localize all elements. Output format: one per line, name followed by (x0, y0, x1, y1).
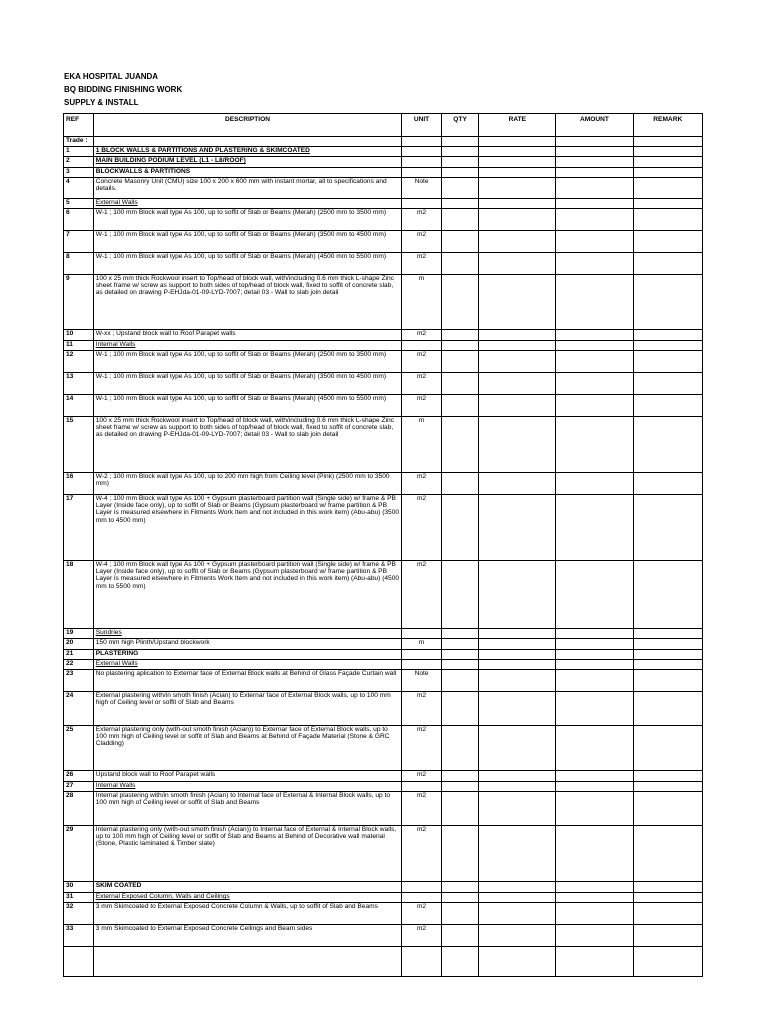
row-ref: 13 (64, 373, 94, 395)
row-ref: 10 (64, 330, 94, 341)
row-amount (556, 893, 633, 903)
table-row (64, 275, 703, 330)
row-unit: m2 (402, 473, 442, 495)
row-qty (441, 561, 478, 629)
row-description: Concrete Masonry Unit (CMU) size 100 x 200 x 600 mm with instant mortar, all to specifications and details. (93, 178, 401, 199)
row-unit (402, 650, 442, 660)
row-unit: m2 (402, 395, 442, 417)
row-qty (441, 882, 478, 893)
table-row (64, 417, 703, 473)
row-ref: 4 (64, 178, 94, 199)
row-qty (441, 417, 478, 473)
row-remark (633, 660, 702, 670)
row-unit (402, 199, 442, 209)
row-remark (633, 561, 702, 629)
row-qty (441, 792, 478, 826)
row-description: SKIM COATED (93, 882, 401, 893)
row-rate (479, 137, 556, 147)
row-remark (633, 903, 702, 925)
row-qty (441, 782, 478, 792)
row-qty (441, 330, 478, 341)
row-amount (556, 726, 633, 771)
row-amount (556, 209, 633, 231)
row-rate (479, 639, 556, 650)
row-description: Sundries (93, 629, 401, 639)
row-unit (402, 341, 442, 351)
row-remark (633, 168, 702, 178)
row-ref: 19 (64, 629, 94, 639)
row-amount (556, 417, 633, 473)
row-description: 100 x 25 mm thick Rockwool insert to Top/head of block wall, with/including 0.6 mm thick L-shape Zinc sheet frame w/ screw as support to both sides of top/head of block wall, fixed to soffit of concrete slab, as detailed on drawing P-EHJda-01-09-LYD-7007; detail 03 - Wall to slab join detail (93, 275, 401, 330)
row-rate (479, 330, 556, 341)
row-amount (556, 199, 633, 209)
row-ref: 2 (64, 157, 94, 168)
row-remark (633, 650, 702, 660)
row-amount (556, 629, 633, 639)
row-remark (633, 771, 702, 782)
row-ref: 18 (64, 561, 94, 629)
row-unit: m2 (402, 726, 442, 771)
row-amount (556, 395, 633, 417)
table-row (64, 330, 703, 341)
row-description: External Exposed Column, Walls and Ceilings (93, 893, 401, 903)
table-row (64, 351, 703, 373)
row-description: W-1 ; 100 mm Block wall type As 100, up to soffit of Slab or Beams (Merah) (2500 mm to 3500 mm) (93, 209, 401, 231)
table-row (64, 178, 703, 199)
row-remark (633, 947, 702, 977)
row-ref: 29 (64, 826, 94, 882)
column-header-amount: AMOUNT (556, 114, 633, 137)
row-description: External Walls (93, 660, 401, 670)
row-unit (402, 882, 442, 893)
row-description: Internal Walls (93, 341, 401, 351)
row-rate (479, 561, 556, 629)
row-unit (402, 137, 442, 147)
row-remark (633, 253, 702, 275)
row-rate (479, 275, 556, 330)
row-amount (556, 670, 633, 692)
row-rate (479, 792, 556, 826)
row-rate (479, 771, 556, 782)
row-ref: 32 (64, 903, 94, 925)
row-amount (556, 639, 633, 650)
row-ref: 6 (64, 209, 94, 231)
table-row (64, 771, 703, 782)
row-description: MAIN BUILDING PODIUM LEVEL (L1 - L8/ROOF) (93, 157, 401, 168)
row-amount (556, 351, 633, 373)
row-qty (441, 893, 478, 903)
row-rate (479, 253, 556, 275)
row-ref: 22 (64, 660, 94, 670)
row-qty (441, 373, 478, 395)
column-header-unit: UNIT (402, 114, 442, 137)
row-rate (479, 782, 556, 792)
row-remark (633, 417, 702, 473)
row-description: W-4 ; 100 mm Block wall type As 100 + Gypsum plasterboard partition wall (Single side) w/ frame & PB Layer (Inside face only), up to soffit of Slab or Beams (Gypsum plasterboard w/ frame partition & PB Layer is measured elsewhere in Fitments Work Item and not included in this work item) (Abu-abu) (3500 mm to 4500 mm) (93, 495, 401, 561)
table-row (64, 157, 703, 168)
row-rate (479, 629, 556, 639)
row-unit: m2 (402, 351, 442, 373)
row-unit (402, 782, 442, 792)
row-amount (556, 660, 633, 670)
row-description: W-1 ; 100 mm Block wall type As 100, up to soffit of Slab or Beams (Merah) (4500 mm to 5500 mm) (93, 253, 401, 275)
row-unit: m2 (402, 692, 442, 726)
table-row (64, 561, 703, 629)
row-amount (556, 137, 633, 147)
row-ref: 8 (64, 253, 94, 275)
row-description: W-xx ; Upstand block wall to Roof Parapet walls (93, 330, 401, 341)
row-ref: 28 (64, 792, 94, 826)
table-row (64, 629, 703, 639)
row-unit: m2 (402, 495, 442, 561)
table-row (64, 726, 703, 771)
row-rate (479, 417, 556, 473)
row-description (93, 947, 401, 977)
row-amount (556, 782, 633, 792)
row-unit: m2 (402, 925, 442, 947)
row-unit: m (402, 417, 442, 473)
row-ref: 1 (64, 147, 94, 157)
row-rate (479, 341, 556, 351)
row-remark (633, 495, 702, 561)
row-ref: 21 (64, 650, 94, 660)
row-unit: m2 (402, 253, 442, 275)
row-qty (441, 199, 478, 209)
table-row (64, 231, 703, 253)
table-row (64, 168, 703, 178)
row-unit: Note (402, 670, 442, 692)
row-qty (441, 670, 478, 692)
column-header-rate: RATE (479, 114, 556, 137)
row-remark (633, 893, 702, 903)
row-qty (441, 650, 478, 660)
row-unit: m2 (402, 903, 442, 925)
document-header (64, 70, 182, 109)
row-remark (633, 137, 702, 147)
table-row (64, 147, 703, 157)
row-rate (479, 925, 556, 947)
row-amount (556, 231, 633, 253)
row-remark (633, 692, 702, 726)
table-row (64, 925, 703, 947)
row-remark (633, 629, 702, 639)
row-rate (479, 209, 556, 231)
row-rate (479, 168, 556, 178)
row-remark (633, 209, 702, 231)
row-qty (441, 771, 478, 782)
row-unit (402, 629, 442, 639)
row-qty (441, 168, 478, 178)
row-ref: 5 (64, 199, 94, 209)
row-ref: 11 (64, 341, 94, 351)
row-description: Upstand block wall to Roof Parapet walls (93, 771, 401, 782)
row-amount (556, 903, 633, 925)
row-description: External Walls (93, 199, 401, 209)
table-row (64, 782, 703, 792)
row-ref: 20 (64, 639, 94, 650)
row-qty (441, 629, 478, 639)
row-amount (556, 373, 633, 395)
row-description: External plastering with/in smoth finish (Acian) to Externar face of External Block walls, up to 100 mm high of Ceiling level or soffit of Slab and Beams (93, 692, 401, 726)
row-description: W-1 ; 100 mm Block wall type As 100, up to soffit of Slab or Beams (Merah) (3500 mm to 4500 mm) (93, 231, 401, 253)
table-row (64, 650, 703, 660)
table-row (64, 137, 703, 147)
row-unit: Note (402, 178, 442, 199)
row-ref: Trade : (64, 137, 94, 147)
column-header-description: DESCRIPTION (93, 114, 401, 137)
row-ref: 14 (64, 395, 94, 417)
row-qty (441, 947, 478, 977)
project-title: EKA HOSPITAL JUANDA (64, 72, 159, 81)
row-amount (556, 275, 633, 330)
row-amount (556, 253, 633, 275)
row-remark (633, 670, 702, 692)
row-amount (556, 147, 633, 157)
row-unit: m2 (402, 771, 442, 782)
row-amount (556, 341, 633, 351)
row-description: PLASTERING (93, 650, 401, 660)
row-remark (633, 275, 702, 330)
table-row (64, 826, 703, 882)
row-description: External plastering only (with-out smoth finish (Acian)) to Externar face of External Block walls, up to 100 mm high of Ceiling level or soffit of Slab and Beams at Behind of Façade Material (Stone & GRC Cladding) (93, 726, 401, 771)
row-ref: 9 (64, 275, 94, 330)
table-row (64, 199, 703, 209)
row-rate (479, 660, 556, 670)
row-unit: m2 (402, 826, 442, 882)
row-description: W-1 ; 100 mm Block wall type As 100, up to soffit of Slab or Beams (Merah) (3500 mm to 4500 mm) (93, 373, 401, 395)
row-qty (441, 178, 478, 199)
row-description (93, 137, 401, 147)
column-header-remark: REMARK (633, 114, 702, 137)
row-unit: m (402, 639, 442, 650)
row-description: BLOCKWALLS & PARTITIONS (93, 168, 401, 178)
row-unit: m2 (402, 209, 442, 231)
row-rate (479, 947, 556, 977)
table-header-row (64, 114, 703, 137)
row-qty (441, 925, 478, 947)
row-unit (402, 168, 442, 178)
table-row (64, 692, 703, 726)
row-remark (633, 373, 702, 395)
row-ref: 31 (64, 893, 94, 903)
table-row (64, 639, 703, 650)
row-rate (479, 373, 556, 395)
row-remark (633, 826, 702, 882)
table-row (64, 395, 703, 417)
row-ref: 23 (64, 670, 94, 692)
row-ref: 17 (64, 495, 94, 561)
table-row (64, 495, 703, 561)
row-remark (633, 792, 702, 826)
table-row (64, 903, 703, 925)
table-row (64, 947, 703, 977)
row-remark (633, 199, 702, 209)
row-qty (441, 157, 478, 168)
row-unit (402, 660, 442, 670)
table-row (64, 473, 703, 495)
row-amount (556, 882, 633, 893)
row-unit (402, 947, 442, 977)
row-rate (479, 157, 556, 168)
row-description: 3 mm Skimcoated to External Exposed Concrete Ceilings and Beam sides (93, 925, 401, 947)
row-amount (556, 792, 633, 826)
row-rate (479, 495, 556, 561)
table-row (64, 882, 703, 893)
row-remark (633, 726, 702, 771)
row-rate (479, 670, 556, 692)
row-unit (402, 157, 442, 168)
row-ref: 24 (64, 692, 94, 726)
row-amount (556, 178, 633, 199)
table-body (64, 137, 703, 977)
row-ref: 30 (64, 882, 94, 893)
table-row (64, 660, 703, 670)
row-description: 150 mm high Plinth/Upstand blockwork (93, 639, 401, 650)
row-ref: 16 (64, 473, 94, 495)
scope-title: SUPPLY & INSTALL (64, 98, 139, 107)
row-rate (479, 826, 556, 882)
table-row (64, 209, 703, 231)
row-rate (479, 726, 556, 771)
row-unit: m2 (402, 792, 442, 826)
row-rate (479, 692, 556, 726)
row-rate (479, 178, 556, 199)
row-description: 3 mm Skimcoated to External Exposed Concrete Column & Walls, up to soffit of Slab and Beams (93, 903, 401, 925)
row-remark (633, 178, 702, 199)
row-amount (556, 947, 633, 977)
row-description: W-2 ; 100 mm Block wall type As 100, up to 200 mm high from Ceiling level (Pink) (2500 mm to 3500 mm) (93, 473, 401, 495)
row-description: Internal plastering with/in smoth finish (Acian) to Internal face of External & Internal Block walls, up to 100 mm high of Ceiling level or soffit of Slab and Beams (93, 792, 401, 826)
row-qty (441, 231, 478, 253)
table-row (64, 341, 703, 351)
row-qty (441, 726, 478, 771)
row-ref: 12 (64, 351, 94, 373)
column-header-ref: REF (64, 114, 94, 137)
table-row (64, 373, 703, 395)
row-description: 100 x 25 mm thick Rockwool insert to Top/head of block wall, with/including 0.6 mm thick L-shape Zinc sheet frame w/ screw as support to both sides of top/head of block wall, fixed to soffit of concrete slab, as detailed on drawing P-EHJda-01-09-LYD-7007; detail 03 - Wall to slab join detail (93, 417, 401, 473)
row-description: Internal plastering only (with-out smoth finish (Acian)) to Internal face of External & Internal Block walls, up to 100 mm high of Ceiling level or soffit of Slab and Beams at Behind of Decorative wall material (Stone, Plastic laminated & Timber slate) (93, 826, 401, 882)
row-ref (64, 947, 94, 977)
row-amount (556, 157, 633, 168)
row-amount (556, 650, 633, 660)
row-description: W-1 ; 100 mm Block wall type As 100, up to soffit of Slab or Beams (Merah) (2500 mm to 3500 mm) (93, 351, 401, 373)
row-qty (441, 351, 478, 373)
row-unit: m2 (402, 373, 442, 395)
row-unit: m2 (402, 561, 442, 629)
row-unit: m2 (402, 231, 442, 253)
row-remark (633, 639, 702, 650)
row-qty (441, 137, 478, 147)
bq-table (63, 113, 703, 977)
row-qty (441, 639, 478, 650)
row-qty (441, 395, 478, 417)
row-description: 1 BLOCK WALLS & PARTITIONS AND PLASTERING & SKIMCOATED (93, 147, 401, 157)
table-row (64, 893, 703, 903)
column-header-qty: QTY (441, 114, 478, 137)
row-amount (556, 826, 633, 882)
row-remark (633, 882, 702, 893)
row-rate (479, 903, 556, 925)
row-qty (441, 660, 478, 670)
row-amount (556, 771, 633, 782)
row-remark (633, 782, 702, 792)
row-qty (441, 692, 478, 726)
row-rate (479, 351, 556, 373)
row-remark (633, 341, 702, 351)
row-amount (556, 692, 633, 726)
row-qty (441, 473, 478, 495)
row-rate (479, 199, 556, 209)
row-description: Internal Walls (93, 782, 401, 792)
row-rate (479, 882, 556, 893)
document-subtitle: BQ BIDDING FINISHING WORK (64, 85, 183, 94)
row-unit: m2 (402, 330, 442, 341)
row-ref: 3 (64, 168, 94, 178)
row-rate (479, 893, 556, 903)
row-unit (402, 893, 442, 903)
row-qty (441, 903, 478, 925)
table-row (64, 792, 703, 826)
row-description: W-1 ; 100 mm Block wall type As 100, up to soffit of Slab or Beams (Merah) (4500 mm to 5500 mm) (93, 395, 401, 417)
row-rate (479, 231, 556, 253)
row-rate (479, 147, 556, 157)
row-ref: 26 (64, 771, 94, 782)
row-qty (441, 209, 478, 231)
row-amount (556, 473, 633, 495)
row-unit (402, 147, 442, 157)
row-remark (633, 473, 702, 495)
row-amount (556, 330, 633, 341)
row-ref: 15 (64, 417, 94, 473)
row-description: No plastering aplication to Externar face of External Block walls at Behind of Glass Façade Curtain wall (93, 670, 401, 692)
row-remark (633, 157, 702, 168)
row-unit: m (402, 275, 442, 330)
row-remark (633, 147, 702, 157)
row-description: W-4 ; 100 mm Block wall type As 100 + Gypsum plasterboard partition wall (Single side) w/ frame & PB Layer (Inside face only), up to soffit of Slab or Beams (Gypsum plasterboard w/ frame partition & PB Layer is measured elsewhere in Fitments Work Item and not included in this work item) (Abu-abu) (4500 mm to 5500 mm) (93, 561, 401, 629)
row-ref: 25 (64, 726, 94, 771)
row-rate (479, 650, 556, 660)
row-remark (633, 351, 702, 373)
row-ref: 27 (64, 782, 94, 792)
row-amount (556, 168, 633, 178)
row-remark (633, 925, 702, 947)
row-amount (556, 561, 633, 629)
row-remark (633, 231, 702, 253)
row-qty (441, 341, 478, 351)
row-qty (441, 495, 478, 561)
table-row (64, 670, 703, 692)
row-qty (441, 147, 478, 157)
row-qty (441, 253, 478, 275)
row-qty (441, 275, 478, 330)
row-amount (556, 925, 633, 947)
row-ref: 33 (64, 925, 94, 947)
row-ref: 7 (64, 231, 94, 253)
row-qty (441, 826, 478, 882)
table-row (64, 253, 703, 275)
row-rate (479, 395, 556, 417)
row-amount (556, 495, 633, 561)
row-rate (479, 473, 556, 495)
row-remark (633, 395, 702, 417)
row-remark (633, 330, 702, 341)
